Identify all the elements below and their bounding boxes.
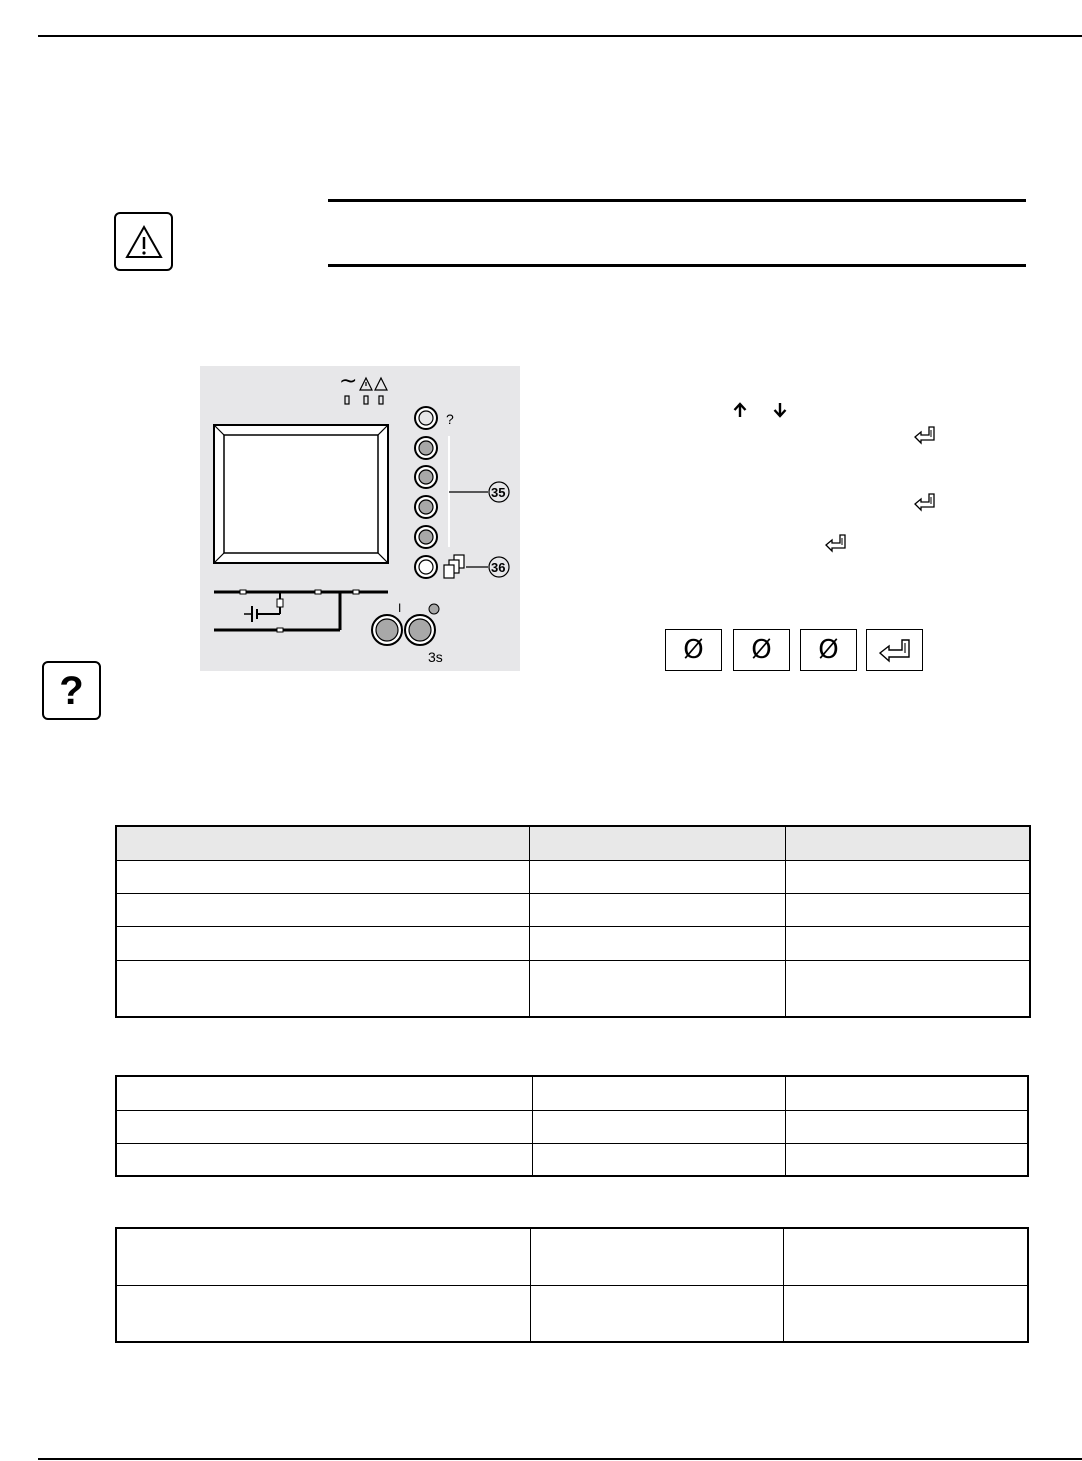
alarm-icon: [360, 378, 387, 390]
table-cell: [785, 960, 1030, 1017]
table-row: [116, 893, 1030, 926]
arrow-up-icon: [733, 402, 747, 421]
table-cell: [116, 926, 529, 960]
enter-icon: [914, 492, 936, 517]
table-row: [116, 1228, 1028, 1285]
table-3: [115, 1227, 1029, 1343]
table-cell: [116, 1228, 530, 1285]
table-header-row: [116, 826, 1030, 860]
function-key-2: [415, 466, 437, 488]
table-cell: [116, 1143, 532, 1176]
footer-rule: [38, 1458, 1082, 1460]
function-key-4: [415, 526, 437, 548]
table-row: [116, 1076, 1028, 1110]
enter-key: [866, 629, 923, 671]
arrow-down-icon: [773, 402, 787, 421]
code-key-1: Ø: [665, 629, 722, 671]
on-button: [372, 615, 402, 645]
code-key-2: Ø: [733, 629, 790, 671]
table-cell: [529, 893, 785, 926]
synoptic-diagram: [214, 590, 388, 632]
table-cell: [116, 1110, 532, 1143]
help-key-label: ?: [446, 411, 454, 427]
table-cell: [532, 1143, 785, 1176]
status-led: [429, 604, 439, 614]
table-cell: [532, 1110, 785, 1143]
table-row: [116, 1143, 1028, 1176]
copy-pages-icon: [444, 555, 464, 578]
table-row: [116, 860, 1030, 893]
mains-symbol: ~: [339, 369, 358, 394]
table-1: [115, 825, 1031, 1018]
svg-text:35: 35: [491, 485, 506, 500]
off-button: [405, 615, 435, 645]
table-cell: [783, 1285, 1028, 1342]
table-cell: [116, 960, 529, 1017]
led-fault: [379, 396, 383, 404]
hold-time-label: 3s: [428, 649, 443, 665]
table-cell: [785, 926, 1030, 960]
lcd-screen: [214, 425, 388, 563]
table-cell: [785, 1076, 1028, 1110]
table-cell: [116, 893, 529, 926]
function-key-1: [415, 437, 437, 459]
table-cell: [785, 860, 1030, 893]
table-cell: [529, 826, 785, 860]
table-cell: [529, 860, 785, 893]
code-key-3: Ø: [800, 629, 857, 671]
table-cell: [530, 1228, 783, 1285]
warning-top-rule: [328, 199, 1026, 202]
on-label: I: [398, 601, 402, 615]
table-cell: [783, 1228, 1028, 1285]
warning-bottom-rule: [328, 264, 1026, 267]
control-panel-diagram: [200, 366, 520, 671]
header-rule: [38, 35, 1082, 37]
table-cell: [529, 960, 785, 1017]
table-cell: [116, 860, 529, 893]
warning-icon: [114, 212, 173, 271]
table-row: [116, 1110, 1028, 1143]
table-cell: [116, 1076, 532, 1110]
table-cell: [116, 1285, 530, 1342]
copy-key: [415, 556, 437, 578]
help-icon: ?: [42, 661, 101, 720]
table-cell: [532, 1076, 785, 1110]
table-row: [116, 960, 1030, 1017]
help-key: [415, 407, 437, 429]
table-cell: [116, 826, 529, 860]
svg-text:36: 36: [491, 560, 506, 575]
table-cell: [529, 926, 785, 960]
table-row: [116, 926, 1030, 960]
led-alarm: [364, 396, 368, 404]
table-cell: [530, 1285, 783, 1342]
table-cell: [785, 1110, 1028, 1143]
enter-icon: [878, 637, 912, 663]
led-mains: [345, 396, 349, 404]
function-key-3: [415, 496, 437, 518]
enter-icon: [914, 425, 936, 450]
table-cell: [785, 1143, 1028, 1176]
callout-35: [489, 482, 509, 502]
table-2: [115, 1075, 1029, 1177]
table-row: [116, 1285, 1028, 1342]
enter-icon: [825, 533, 847, 558]
table-cell: [785, 893, 1030, 926]
table-cell: [785, 826, 1030, 860]
callout-36: [489, 557, 509, 577]
